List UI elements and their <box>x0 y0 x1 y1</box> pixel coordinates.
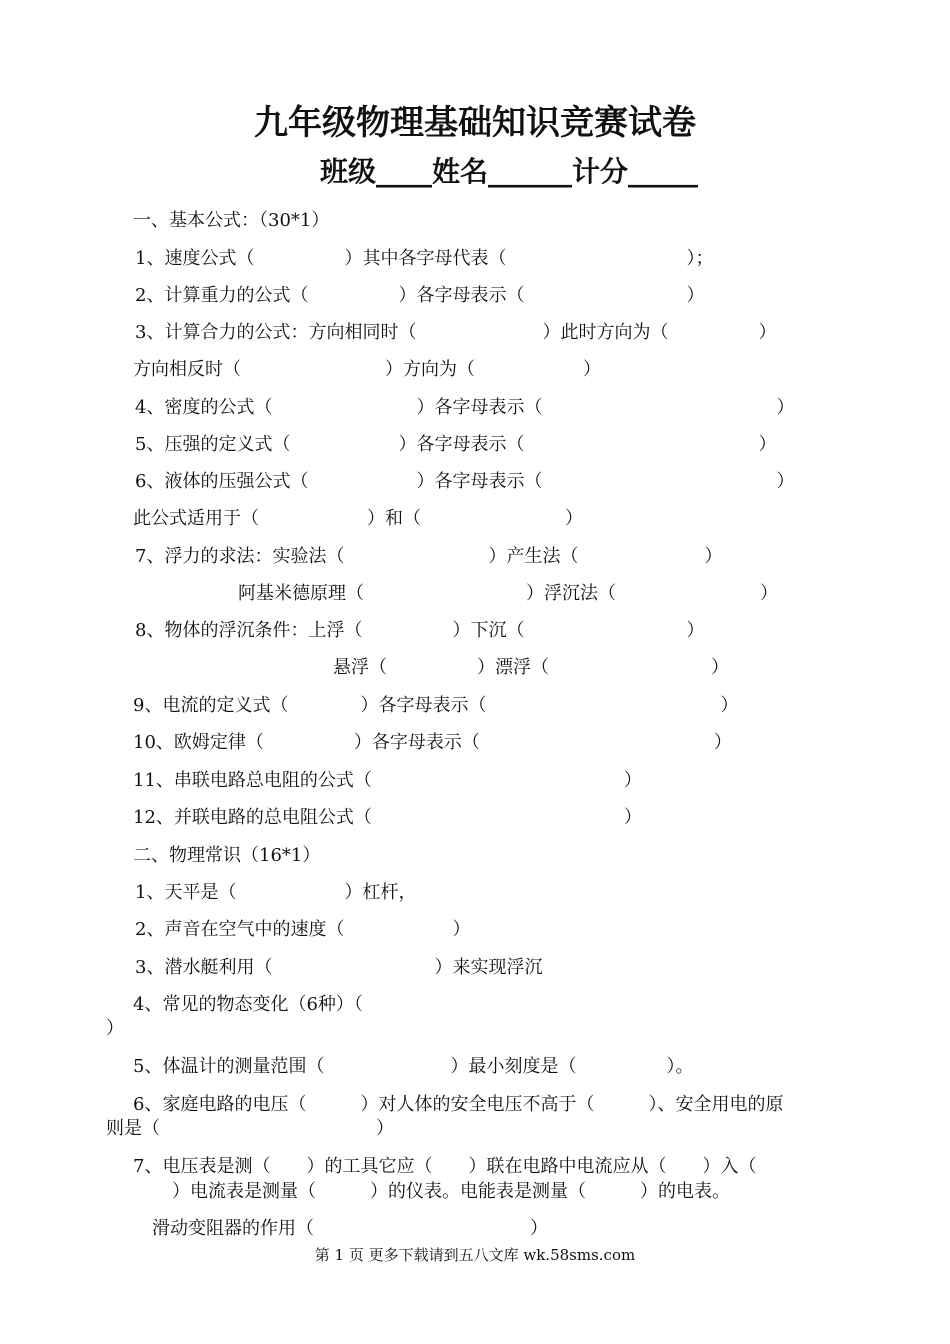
question-line: 4、常见的物态变化（6种）（ <box>133 994 363 1015</box>
question-line: 此公式适用于（ ）和（ ） <box>133 508 583 529</box>
question-line: 阿基米德原理（ ）浮沉法（ ） <box>238 583 778 604</box>
question-line: 3、潜水艇利用（ ）来实现浮沉 <box>135 957 543 978</box>
question-line: 10、欧姆定律（ ）各字母表示（ ） <box>133 732 732 753</box>
question-line: ）电流表是测量（ ）的仪表。电能表是测量（ ）的电表。 <box>172 1181 730 1202</box>
question-line: 4、密度的公式（ ）各字母表示（ ） <box>135 397 795 418</box>
question-line: 8、物体的浮沉条件：上浮（ ）下沉（ ） <box>135 620 705 641</box>
section-1-heading: 一、基本公式：（30*1） <box>133 210 330 231</box>
question-line: 则是（ ） <box>106 1118 394 1139</box>
question-line: 7、电压表是测（ ）的工具它应（ ）联在电路中电流应从（ ）入（ <box>133 1156 757 1177</box>
section-2-heading: 二、物理常识（16*1） <box>133 845 321 866</box>
question-line: 6、家庭电路的电压（ ）对人体的安全电压不高于（ ）、安全用电的原 <box>133 1094 784 1115</box>
question-line: 5、体温计的测量范围（ ）最小刻度是（ ）。 <box>133 1056 694 1077</box>
page-title: 九年级物理基础知识竞赛试卷 <box>254 103 696 143</box>
question-line: 2、计算重力的公式（ ）各字母表示（ ） <box>135 285 705 306</box>
question-line: 1、天平是（ ）杠杆， <box>135 882 417 903</box>
question-line: 5、压强的定义式（ ）各字母表示（ ） <box>135 434 777 455</box>
page-footer: 第 1 页 更多下载请到五八文库 wk.58sms.com <box>314 1246 636 1264</box>
question-line: 2、声音在空气中的速度（ ） <box>135 919 471 940</box>
student-info-line: 班级____姓名______计分_____ <box>320 155 699 188</box>
question-line: 悬浮（ ）漂浮（ ） <box>333 657 729 678</box>
question-line: 3、计算合力的公式：方向相同时（ ）此时方向为（ ） <box>135 322 777 343</box>
question-line: 11、串联电路总电阻的公式（ ） <box>133 770 642 791</box>
question-line: ） <box>106 1018 124 1039</box>
question-line: 6、液体的压强公式（ ）各字母表示（ ） <box>135 471 795 492</box>
question-line: 滑动变阻器的作用（ ） <box>152 1218 548 1239</box>
question-line: 1、速度公式（ ）其中各字母代表（ ）； <box>135 248 714 269</box>
question-line: 12、并联电路的总电阻公式（ ） <box>133 807 642 828</box>
question-line: 7、浮力的求法：实验法（ ）产生法（ ） <box>135 546 723 567</box>
question-line: 方向相反时（ ）方向为（ ） <box>133 359 601 380</box>
question-line: 9、电流的定义式（ ）各字母表示（ ） <box>133 695 739 716</box>
